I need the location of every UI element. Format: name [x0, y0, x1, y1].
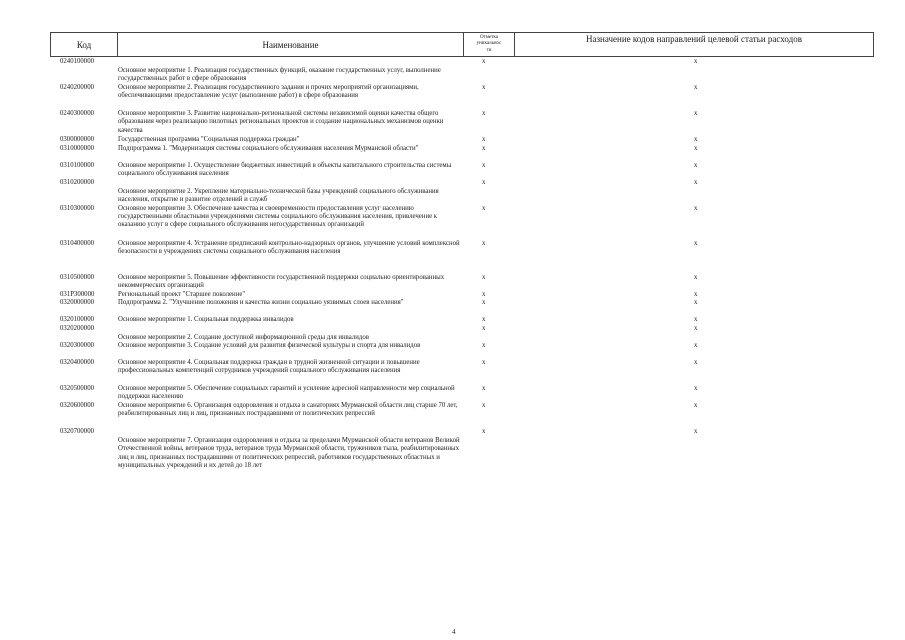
table-row	[50, 428, 874, 437]
row-code: 0310300000	[60, 204, 94, 212]
row-code: 0320700000	[60, 428, 94, 435]
row-mark: x	[482, 299, 486, 306]
table-row	[50, 110, 874, 136]
row-mark: x	[482, 273, 486, 281]
row-mark: x	[482, 385, 486, 392]
row-code: 0310000000	[60, 144, 94, 152]
row-code: 0310500000	[60, 273, 94, 281]
table-row	[50, 145, 874, 162]
row-code: 0320500000	[60, 385, 94, 392]
row-name: Подпрограмма 2. "Улучшение положения и качества жизни социально уязвимых слоев населения"	[118, 299, 404, 306]
row-mark: x	[482, 324, 486, 332]
row-mark2: x	[694, 161, 698, 169]
row-code: 0240100000	[60, 58, 94, 65]
row-code: 0320300000	[60, 342, 94, 349]
row-mark: x	[482, 178, 486, 186]
row-name: Основное мероприятие 2. Создание доступной информационной среды для инвалидов	[118, 333, 369, 341]
table-row	[50, 179, 874, 188]
table-row	[50, 402, 874, 428]
row-name: Основное мероприятие 1. Реализация государственных функций, оказание государственных услуг, выполнение государственных работ в сфере образования	[118, 67, 441, 83]
table-row	[50, 342, 874, 359]
table-row	[50, 162, 874, 179]
row-code: 0240300000	[60, 110, 94, 117]
table-row	[50, 67, 874, 84]
row-mark2: x	[694, 290, 698, 298]
row-code: 031P300000	[60, 290, 95, 298]
row-mark2: x	[694, 342, 698, 349]
table-row	[50, 385, 874, 402]
table-row	[50, 334, 874, 343]
row-mark2: x	[694, 239, 698, 247]
header-mark-text: Отметка уникальнос ти	[476, 34, 502, 53]
table-row	[50, 240, 874, 274]
row-name: Основное мероприятие 7. Организация оздоровления и отдыха за пределами Мурманской области ветеранов Великой Отечественной войны, ветеранов труда, ветеранов труда Мурманской области, тружеников тыла, реабилитированных лиц и лиц, признанных пострадавшими от политических репрессий, работников государственных областных и муниципальных учреждений и их детей до 18 лет	[118, 437, 460, 470]
table-row	[50, 58, 874, 67]
row-code: 0320100000	[60, 316, 94, 323]
row-name: Основное мероприятие 3. Развитие национально-региональной системы независимой оценки качества общего образования через реализацию пилотных региональных проектов и создание национальных механизмов оценки качества	[118, 110, 444, 134]
row-name: Основное мероприятие 5. Обеспечение социальных гарантий и усиление адресной направленности мер социальной поддержки населению	[118, 385, 455, 401]
table-row	[50, 84, 874, 110]
row-mark: x	[482, 342, 486, 349]
row-name: Основное мероприятие 2. Укрепление материально-технической базы учреждений социального обслуживания населения, открытие и развитие отделений и служб	[118, 187, 439, 203]
table-row	[50, 316, 874, 325]
row-name: Государственная программа "Социальная поддержка граждан"	[118, 136, 300, 143]
table-row	[50, 437, 874, 499]
row-mark: x	[482, 239, 486, 247]
row-mark: x	[482, 136, 486, 143]
row-mark: x	[482, 110, 486, 117]
row-mark2: x	[694, 178, 698, 186]
row-name: Подпрограмма 1. "Модернизация системы социального обслуживания населения Мурманской области"	[118, 144, 419, 152]
header-mark	[464, 33, 515, 57]
header-purpose: Назначение кодов направлений целевой статьи расходов	[515, 33, 874, 57]
row-mark: x	[482, 58, 486, 65]
row-name: Основное мероприятие 4. Устранение предписаний контрольно-надзорных органов, улучшение условий комплексной безопасности в учреждениях системы социального обслуживания населения	[118, 239, 460, 255]
table-header	[50, 32, 874, 57]
row-mark: x	[482, 144, 486, 152]
table-body	[50, 58, 874, 499]
row-mark2: x	[694, 58, 698, 65]
row-code: 0310100000	[60, 161, 94, 169]
row-name: Основное мероприятие 6. Организация оздоровления и отдыха в санаториях Мурманской области лиц старше 70 лет, реабилитированных лиц и лиц, признанных пострадавшими от политических репрессий	[118, 402, 458, 418]
row-mark2: x	[694, 359, 698, 366]
row-mark: x	[482, 84, 486, 91]
row-name: Основное мероприятие 5. Повышение эффективности государственной поддержки социально ориентированных некоммерческих организаций	[118, 273, 445, 289]
table-row	[50, 274, 874, 291]
row-mark2: x	[694, 385, 698, 392]
row-mark: x	[482, 428, 486, 435]
row-mark2: x	[694, 84, 698, 91]
row-name: Основное мероприятие 4. Социальная поддержка граждан в трудной жизненной ситуации и повышение профессиональных компетенций сотрудников учреждений социального обслуживания населения	[118, 359, 420, 375]
row-mark2: x	[694, 324, 698, 332]
page-number: 4	[452, 628, 456, 636]
row-name: Основное мероприятие 3. Обеспечение качества и своевременности предоставления услуг населению государственными областными учреждениями системы социального обслуживания населения, привлечение к оказанию услуг в сфере социального обслуживания негосударственных организаций	[118, 204, 438, 229]
row-mark2: x	[694, 428, 698, 435]
header-code: Код	[51, 33, 118, 57]
row-name: Основное мероприятие 1. Социальная поддержка инвалидов	[118, 316, 294, 323]
row-code: 0240200000	[60, 84, 94, 91]
header-name: Наименование	[118, 33, 464, 57]
table-row	[50, 188, 874, 205]
table-row	[50, 205, 874, 240]
row-mark2: x	[694, 299, 698, 306]
row-mark2: x	[694, 204, 698, 212]
row-code: 0320400000	[60, 359, 94, 366]
row-mark: x	[482, 290, 486, 298]
row-code: 0300000000	[60, 136, 94, 143]
row-mark: x	[482, 161, 486, 169]
row-mark2: x	[694, 316, 698, 323]
table-row	[50, 325, 874, 334]
row-code: 0310400000	[60, 239, 94, 247]
row-name: Региональный проект "Старшее поколение"	[118, 290, 246, 298]
table-row	[50, 291, 874, 300]
row-name: Основное мероприятие 2. Реализация государственного задания и прочих мероприятий организациями, обеспечивающими предоставление услуг (выполнение работ) в сфере образования	[118, 84, 419, 100]
table-row	[50, 136, 874, 145]
row-mark2: x	[694, 136, 698, 143]
row-name: Основное мероприятие 1. Осуществление бюджетных инвестиций в объекты капитального строительства системы социального обслуживания населения	[118, 161, 452, 177]
row-mark2: x	[694, 402, 698, 409]
row-mark: x	[482, 359, 486, 366]
row-code: 0320600000	[60, 402, 94, 409]
row-mark: x	[482, 402, 486, 409]
row-mark2: x	[694, 110, 698, 117]
row-code: 0310200000	[60, 178, 94, 186]
row-name: Основное мероприятие 3. Создание условий для развития физической культуры и спорта для инвалидов	[118, 342, 421, 349]
table-row	[50, 299, 874, 316]
row-mark: x	[482, 204, 486, 212]
row-code: 0320200000	[60, 324, 94, 332]
row-mark2: x	[694, 144, 698, 152]
row-mark2: x	[694, 273, 698, 281]
row-mark: x	[482, 316, 486, 323]
row-code: 0320000000	[60, 299, 94, 306]
table-row	[50, 359, 874, 385]
